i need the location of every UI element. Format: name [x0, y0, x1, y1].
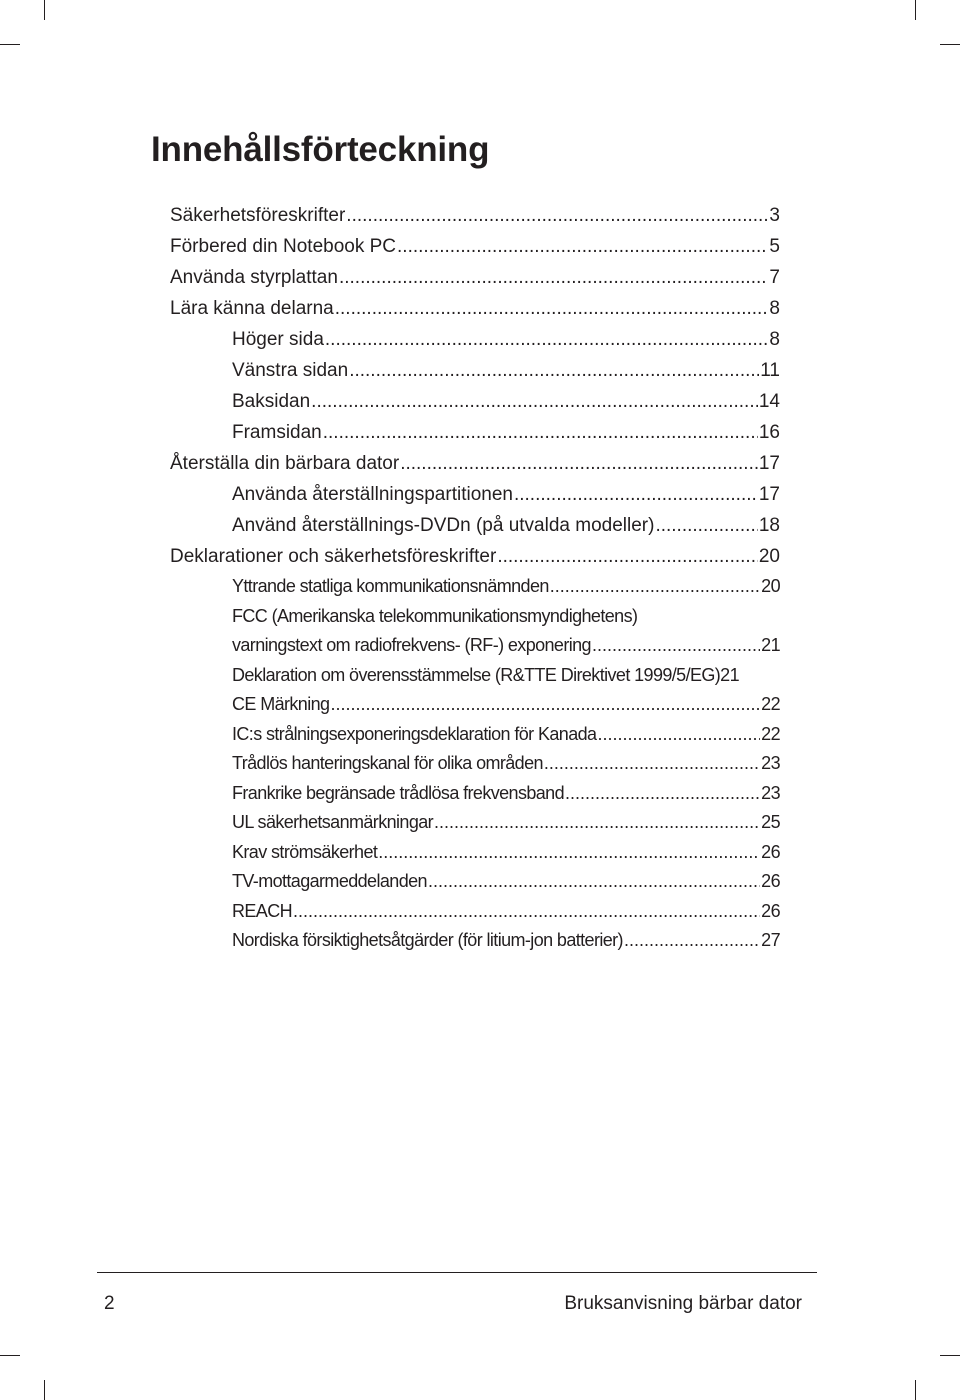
toc-entry-label: Nordiska försiktighetsåtgärder (för litium-jon batterier)	[232, 930, 623, 950]
toc-entry-page: 3	[769, 205, 780, 226]
toc-entry[interactable]	[170, 386, 780, 417]
crop-mark-bottom-left-h	[0, 1355, 20, 1356]
toc-entry-label: Frankrike begränsade trådlösa frekvensband	[232, 782, 565, 803]
toc-entry[interactable]	[170, 631, 780, 661]
toc-entry-label: Lära känna delarna	[170, 298, 334, 319]
toc-entry-label: Förbered din Notebook PC	[170, 236, 397, 257]
toc-entry[interactable]	[170, 749, 780, 779]
toc-entry-label: Trådlös hanteringskanal för olika områden	[232, 753, 543, 773]
toc-entry-label: REACH	[232, 900, 293, 921]
toc-entry-page: 25	[761, 812, 780, 832]
toc-entry-label: CE Märkning	[232, 694, 330, 714]
toc-dot-leader	[311, 386, 758, 417]
toc-entry[interactable]	[170, 867, 780, 897]
toc-entry-label: Använda återställningspartitionen	[232, 484, 513, 505]
toc-dot-leader	[400, 448, 758, 479]
crop-mark-bottom-right-h	[940, 1355, 960, 1356]
toc-entry-label: Deklaration om överensstämmelse (R&TTE Direktivet 1999/5/EG)21	[232, 664, 740, 685]
toc-entry-label: TV-mottagarmeddelanden	[232, 871, 427, 891]
toc-entry-page: 8	[769, 329, 780, 350]
toc-entry[interactable]	[170, 720, 780, 750]
toc-dot-leader	[597, 720, 760, 750]
crop-mark-bottom-right	[915, 1380, 916, 1400]
crop-mark-top-left	[44, 0, 45, 20]
toc-entry[interactable]	[170, 355, 780, 386]
toc-dot-leader	[592, 631, 760, 661]
footer-divider	[97, 1272, 817, 1273]
toc-entry[interactable]	[170, 293, 780, 324]
toc-entry-label: Vänstra sidan	[232, 360, 349, 381]
toc-entry-page: 22	[761, 694, 780, 714]
toc-entry-label: Höger sida	[232, 329, 324, 350]
toc-entry-page: 16	[758, 422, 780, 443]
toc-entry-label: Deklarationer och säkerhetsföreskrifter	[170, 546, 497, 567]
toc-entry-label: Återställa din bärbara dator	[170, 453, 400, 474]
toc-entry-page: 26	[761, 841, 780, 862]
toc-entry-page: 26	[761, 871, 780, 891]
toc-entry-page: 27	[761, 930, 780, 950]
toc-entry-page: 20	[761, 576, 780, 596]
toc-dot-leader	[378, 838, 760, 868]
toc-entry-page: 14	[758, 391, 780, 412]
crop-mark-top-right	[915, 0, 916, 20]
toc-entry[interactable]	[170, 838, 780, 868]
toc-entry-label: FCC (Amerikanska telekommunikationsmyndighetens)	[232, 605, 638, 626]
toc-entry-page: 20	[758, 546, 780, 567]
toc-entry[interactable]	[170, 572, 780, 602]
toc-entry[interactable]	[170, 231, 780, 262]
toc-entry-page: 11	[760, 360, 780, 381]
toc-entry-label: Baksidan	[232, 391, 311, 412]
toc-dot-leader	[330, 690, 760, 720]
toc-entry-page: 8	[769, 298, 780, 319]
toc-dot-leader	[349, 355, 759, 386]
toc-entry-label: IC:s strålningsexponeringsdeklaration för Kanada	[232, 723, 597, 744]
toc-entry[interactable]	[170, 690, 780, 720]
crop-mark-top-left-h	[0, 44, 20, 45]
toc-dot-leader	[497, 541, 758, 572]
toc-entry-label: Säkerhetsföreskrifter	[170, 205, 346, 226]
toc-entry[interactable]	[170, 448, 780, 479]
toc-entry-label: Yttrande statliga kommunikationsnämnden	[232, 576, 549, 596]
toc-entry[interactable]	[170, 479, 780, 510]
toc-entry-label: varningstext om radiofrekvens- (RF-) exponering	[232, 635, 591, 655]
toc-entry[interactable]	[170, 417, 780, 448]
toc-entry[interactable]	[170, 262, 780, 293]
toc-dot-leader	[544, 749, 760, 779]
toc-dot-leader	[339, 262, 768, 293]
toc-dot-leader	[335, 293, 769, 324]
toc-entry[interactable]	[170, 897, 780, 927]
crop-mark-bottom-left	[44, 1380, 45, 1400]
table-of-contents	[170, 200, 780, 956]
toc-entry-label: Krav strömsäkerhet	[232, 841, 378, 862]
toc-dot-leader	[434, 808, 760, 838]
toc-entry-page: 7	[769, 267, 780, 288]
toc-entry-page: 23	[761, 782, 780, 803]
toc-entry[interactable]	[170, 200, 780, 231]
toc-dot-leader	[624, 926, 760, 956]
toc-entry[interactable]	[170, 779, 780, 809]
toc-dot-leader	[346, 200, 768, 231]
crop-mark-top-right-h	[940, 44, 960, 45]
toc-entry-page: 22	[761, 723, 780, 744]
toc-dot-leader	[550, 572, 760, 602]
toc-dot-leader	[514, 479, 758, 510]
toc-dot-leader	[325, 324, 769, 355]
toc-entry-page: 17	[758, 453, 780, 474]
toc-dot-leader	[565, 779, 760, 809]
footer-page-number: 2	[104, 1293, 115, 1314]
footer-manual-title: Bruksanvisning bärbar dator	[564, 1293, 802, 1314]
toc-entry[interactable]	[170, 324, 780, 355]
toc-entry-page: 23	[761, 753, 780, 773]
page-title: Innehållsförteckning	[151, 130, 490, 169]
toc-entry-page: 17	[758, 484, 780, 505]
toc-entry-label: Använd återställnings-DVDn (på utvalda modeller)	[232, 515, 655, 536]
toc-entry[interactable]	[170, 926, 780, 956]
toc-dot-leader	[428, 867, 760, 897]
toc-entry-page: 18	[758, 515, 780, 536]
toc-entry-label: Använda styrplattan	[170, 267, 338, 288]
toc-entry[interactable]	[170, 602, 780, 632]
toc-entry-page: 26	[761, 900, 780, 921]
toc-entry-page: 5	[769, 236, 780, 257]
toc-entry[interactable]	[170, 661, 780, 691]
toc-dot-leader	[323, 417, 758, 448]
toc-entry-page: 21	[761, 635, 780, 655]
toc-dot-leader	[293, 897, 760, 927]
toc-entry-label: UL säkerhetsanmärkningar	[232, 812, 434, 832]
toc-entry[interactable]	[170, 808, 780, 838]
toc-dot-leader	[397, 231, 768, 262]
toc-entry-label: Framsidan	[232, 422, 322, 443]
toc-entry[interactable]	[170, 510, 780, 541]
toc-entry[interactable]	[170, 541, 780, 572]
toc-dot-leader	[655, 510, 757, 541]
